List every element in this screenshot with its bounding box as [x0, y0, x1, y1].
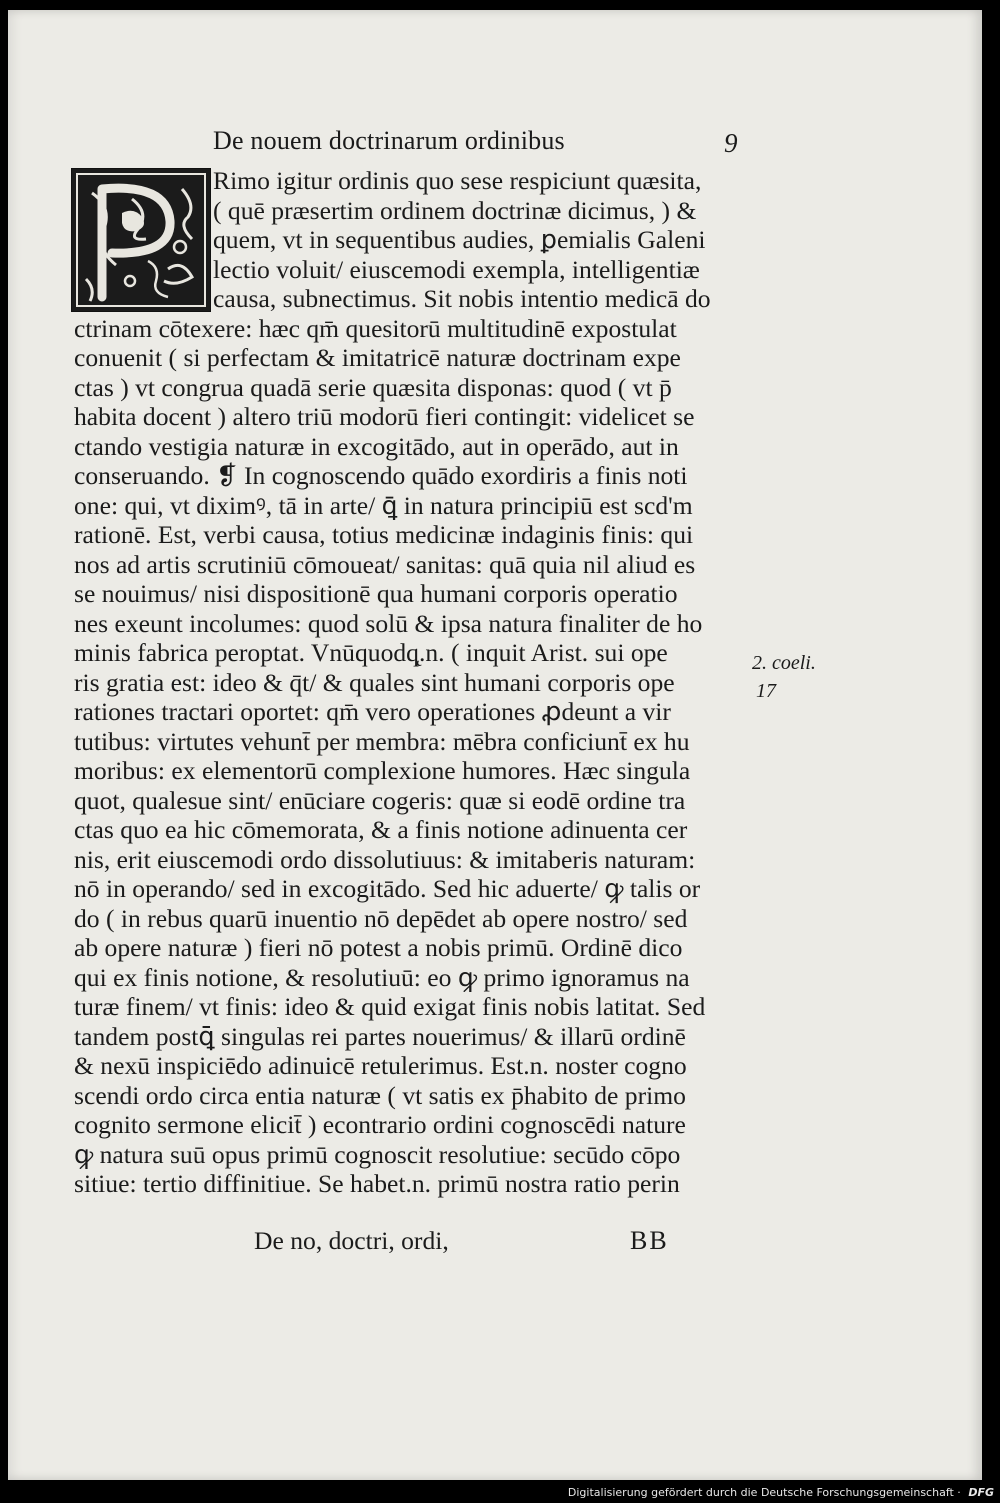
text-line: nō in operando/ sed in excogitādo. Sed hic aduerte/ ꝙ talis or [74, 874, 701, 903]
text-line: tandem postꝗ̄ singulas rei partes nouerimus/ & illarū ordinē [74, 1021, 686, 1051]
text-line: minis fabrica peroptat. Vnūquodq̨.n. ( inquit Arist. sui ope [74, 638, 668, 667]
text-line: rationes tractari oportet: qm̄ vero operationes ꝓdeunt a vir [74, 697, 671, 726]
text-line: ꝙ natura suū opus primū cognoscit resolutiue: secūdo cōpo [74, 1139, 681, 1169]
text-line: cognito sermone elicit̄ ) econtrario ordini cognoscēdi nature [74, 1110, 686, 1139]
book-page [8, 10, 982, 1480]
text-line: one: qui, vt diximꝰ, tā in arte/ ꝗ̄ in natura principiū est scd'm [74, 490, 693, 520]
text-line: ris gratia est: ideo & q̄t/ & quales sint humani corporis ope [74, 667, 675, 697]
catchword: De no, doctri, ordi, [254, 1226, 449, 1255]
text-line: qui ex finis notione, & resolutiuū: eo ꝙ primo ignoramus na [74, 962, 690, 992]
text-line: nos ad artis scrutiniū cōmoueat/ sanitas: quā quia nil aliud es [74, 549, 696, 579]
text-line: ctas quo ea hic cōmemorata, & a finis notione adinuenta cer [74, 815, 688, 844]
text-line: tutibus: virtutes vehunt̄ per membra: mēbra conficiunt̄ ex hu [74, 726, 690, 756]
main-text-block [74, 166, 754, 1199]
text-line: causa, subnectimus. Sit nobis intentio medicā do [213, 284, 711, 313]
text-line: turæ finem/ vt finis: ideo & quid exigat finis nobis latitat. Sed [74, 992, 706, 1021]
text-line: se nouimus/ nisi dispositionē qua humani corporis operatio [74, 579, 678, 608]
text-line: quot, qualesue sint/ enūciare cogeris: quæ si eodē ordine tra [74, 785, 686, 815]
text-line: & nexū inspiciēdo adinuicē retulerimus. Est.n. noster cogno [74, 1051, 687, 1080]
text-line: rationē. Est, verbi causa, totius medicinæ indaginis finis: qui [74, 520, 694, 549]
text-line: do ( in rebus quarū inuentio nō depēdet ab opere nostro/ sed [74, 903, 688, 933]
text-line: sitiue: tertio diffinitiue. Se habet.n. primū nostra ratio perin [74, 1169, 680, 1198]
text-line: Rimo igitur ordinis quo sese respiciunt quæsita, [213, 166, 702, 195]
text-line: quem, vt in sequentibus audies, ꝑemialis Galeni [213, 225, 706, 254]
text-line: conseruando. ❡ In cognoscendo quādo exordiris a finis noti [74, 461, 688, 490]
text-line: nes exeunt incolumes: quod solū & ipsa natura finaliter de ho [74, 608, 703, 638]
text-line: habita docent ) altero triū modorū fieri contingit: videlicet se [74, 402, 695, 431]
folio-number: 9 [724, 128, 738, 158]
text-line: ctrinam cōtexere: hæc qm̄ quesitorū multitudinē expostulat [74, 313, 677, 343]
text-line: scendi ordo circa entia naturæ ( vt satis ex p̄habito de primo [74, 1080, 686, 1110]
signature-mark: BB [630, 1226, 669, 1255]
text-line: conuenit ( si perfectam & imitatricē naturæ doctrinam expe [74, 343, 681, 372]
text-line: nis, erit eiuscemodi ordo dissolutiuus: & imitaberis naturam: [74, 844, 696, 874]
text-line: ctas ) vt congrua quadā serie quæsita disponas: quod ( vt p̄ [74, 372, 672, 402]
dfg-logo-icon: DFG [968, 1486, 994, 1499]
running-head: De nouem doctrinarum ordinibus [213, 126, 565, 155]
text-line: lectio voluit/ eiuscemodi exempla, intelligentiæ [213, 254, 700, 284]
text-line: ( quē præsertim ordinem doctrinæ dicimus, ) & [213, 195, 697, 225]
credit-text: Digitalisierung gefördert durch die Deutsche Forschungsgemeinschaft · [567, 1486, 961, 1499]
text-line: ctando vestigia naturæ in excogitādo, aut in operādo, aut in [74, 431, 679, 461]
text-line: ab opere naturæ ) fieri nō potest a nobis primū. Ordinē dico [74, 933, 683, 962]
text-line: moribus: ex elementorū complexione humores. Hæc singula [74, 756, 691, 785]
digitization-credit [568, 1486, 994, 1499]
margin-note-reference: 2. coeli. [752, 652, 816, 674]
margin-note-number: 17 [756, 680, 776, 702]
